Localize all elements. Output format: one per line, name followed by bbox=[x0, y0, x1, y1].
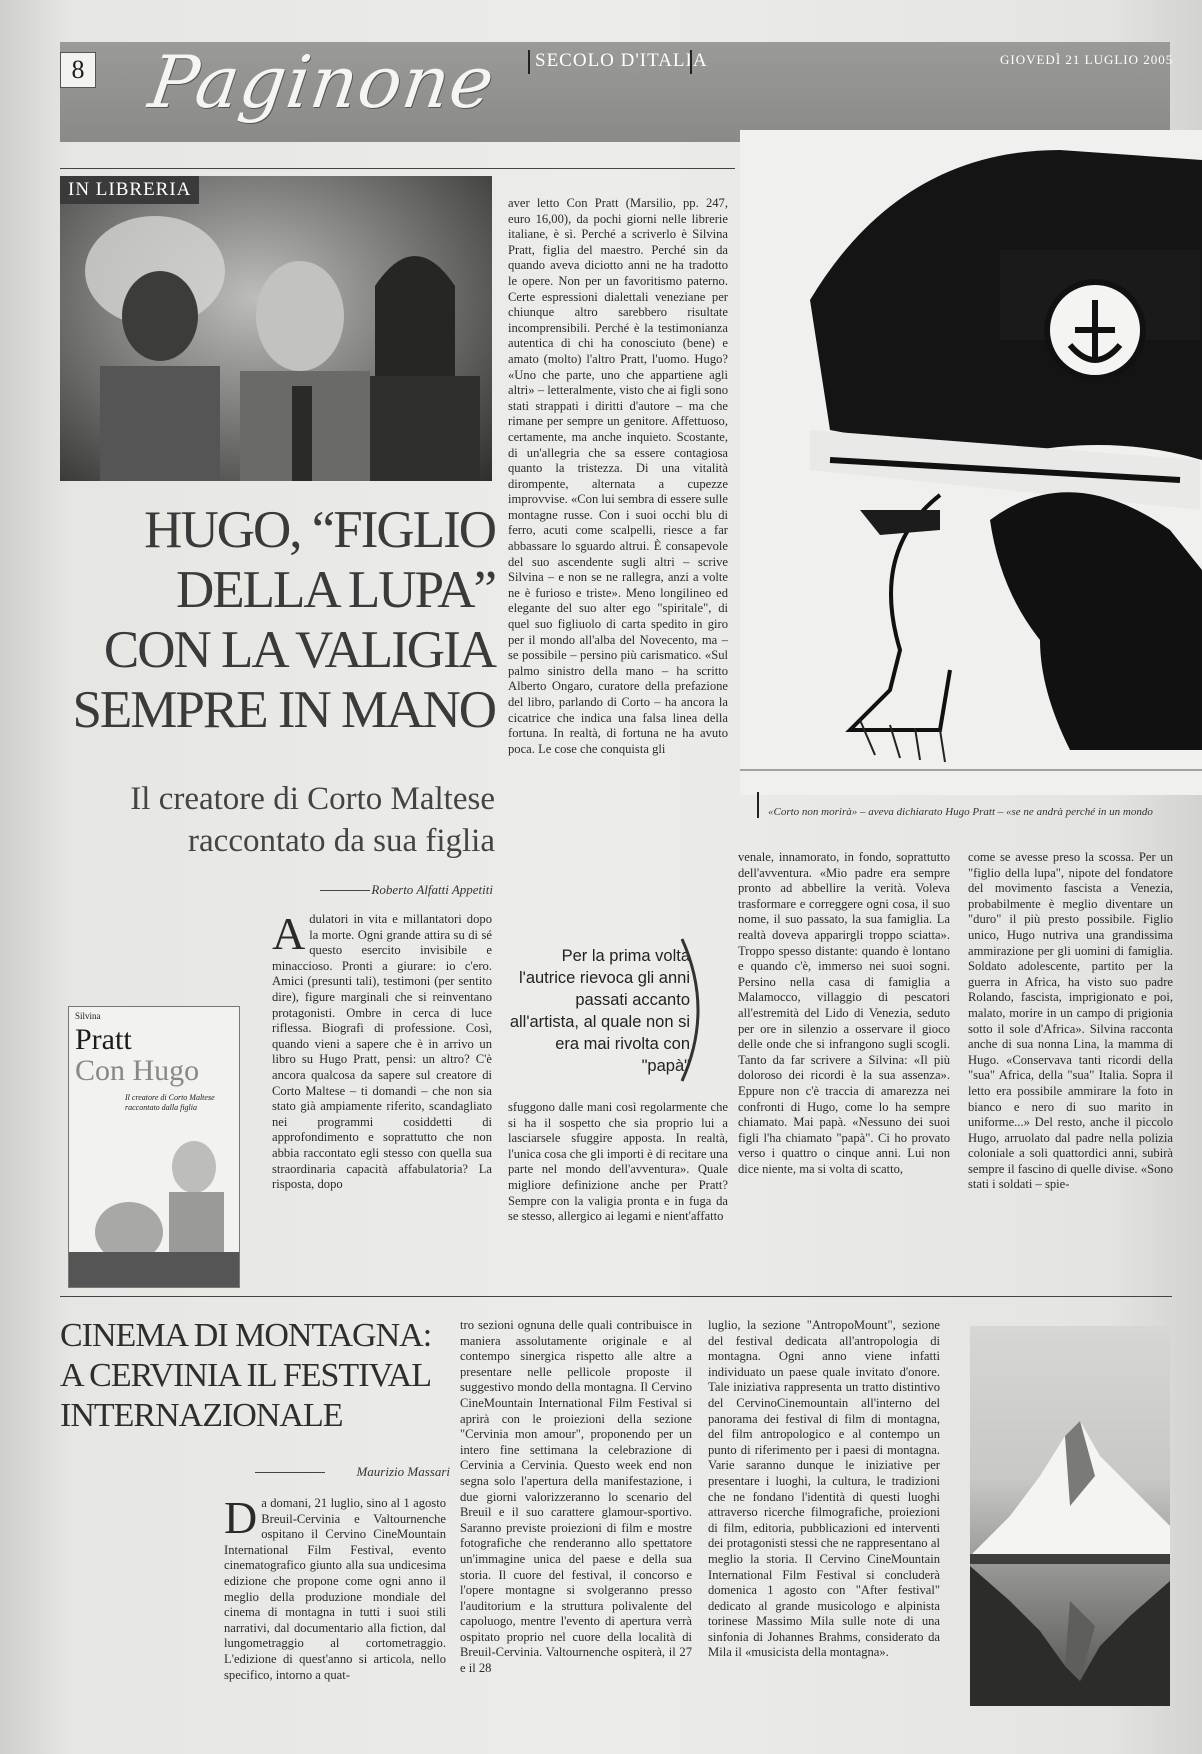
subheadline bbox=[55, 778, 495, 862]
headline-line: CON LA VALIGIA bbox=[103, 621, 495, 679]
festival-headline-line: INTERNAZIONALE bbox=[60, 1397, 343, 1434]
festival-column-3: luglio, la sezione "AntropoMount", sezione del festival dedicata all'antropologia di montagna. Ogni anno viene infatti individuato un paese quale invitato d'onore. Tale iniziativa rappresenta un tratto distintivo del CervinoCinemountain all'interno del panorama dei festival di film di montagna, del film antropologico e al contempo un punto di riferimento per i paesi di montagna. Varie saranno dunque le iniziative per presentare i luoghi, la cultura, le tradizioni che ne fondano l'identità di questi luoghi attraverso ricerche filmografiche, proiezioni di film, editoria, pubblicazioni ed interventi dei protagonisti stessi che ne rappresentano al meglio la storia. Il Cervino CineMountain International Film Festival si concluderà domenica 1 agosto con "After festival" dedicato al grande musicologo e alpinista torinese Massimo Mila sulle note di una sinfonia di Johannes Brahms, considerato da Mila il «musicista della montagna». bbox=[708, 1318, 940, 1660]
festival-drop-cap: D bbox=[224, 1496, 258, 1543]
column-text: dulatori in vita e millantatori dopo la morte. Ogni grande attira su di sé questo esercito invisibile e minaccioso. Pronti a giurare: io c'ero. Amici (presunti tali), testimoni (per sentito dire), figure marginali che si reinventano protagonisti. Ombre in cerca di luce riflessa. Biografi di professione. Così, quando vieni a sapere che è in arrivo un libro su Hugo Pratt, pensi: un altro? C'è ancora qualcosa da sapere sul creatore di Corto Maltese – ti domandi – che non sia stato già ampiamente riferito, scandagliato nei programmi cosiddetti di approfondimento e soprattutto che non abbia raccontato egli stesso con quella sua straordinaria capacità affabulatoria? La risposta, dopo bbox=[272, 912, 492, 1192]
headline-line: DELLA LUPA” bbox=[175, 561, 495, 619]
pull-quote: Per la prima volta l'autrice rievoca gli anni passati accanto all'artista, al quale non si era mai rivolta con "papà" bbox=[509, 947, 690, 1075]
kicker-label: IN LIBRERIA bbox=[60, 176, 199, 204]
matterhorn-photo bbox=[970, 1326, 1170, 1706]
section-title: Paginone bbox=[144, 40, 500, 124]
book-cover-title: Con Hugo bbox=[75, 1054, 200, 1087]
article-column-4: come se avesse preso la scossa. Per un "figlio della lupa", nipote del fondatore del movimento fascista a Venezia, probabilmente è meglio diventare un "duro" il più presto possibile. Figlio unico, Hugo nutriva una grandissima ammirazione per gli uomini di famiglia. Soldato adolescente, partito per la guerra in Africa, ha visto suo padre Rolando, fascista, imprigionato e poi, malato, morire in un campo di prigionia sotto il sole d'Africa». Silvina racconta anche di sua nonna Lina, la mamma di Hugo. «Conservava tanti ricordi della "sua" Africa, della "sua" Italia. Sopra il letto era possibile ammirare la foto in bianco e nero di suo marito in uniforme...» Del resto, anche il piccolo Hugo, arruolato dal padre nella polizia coloniale a soli quattordici anni, subirà sempre il fascino di quelle divise. «Sono stati i soldati – spie- bbox=[968, 850, 1173, 1192]
page-number: 8 bbox=[60, 52, 96, 88]
article-column-2: aver letto Con Pratt (Marsilio, pp. 247, euro 16,00), da pochi giorni nelle librerie italiane, è sì. Perché a scriverlo è Silvina Pratt, figlia del maestro. Perché sin da quando aveva diciotto anni ne ha tradotto le opere. Non per un favoritismo paterno. Certe espressioni dialettali veneziane per chiunque altro sarebbero risultate incomprensibili. Perché è la testimonianza autentica di chi ha conosciuto (bene) e amato (molto) l'altro Pratt, l'uomo. Hugo? «Uno che parte, uno che appartiene agli altri» – letteralmente, visto che ai figli sono stati strappati i diritti d'autore – ma che rimane per sempre un genitore. Affettuoso, certamente, ma anche inquieto. Scostante, di un'allegria che sa essere contagiosa quanto la tristezza. Di una vitalità dirompente, alternata a cupezze improvvise. «Con lui sembra di essere sulle montagne russe. Con i suoi occhi blu di ferro, acuti come scalpelli, riesce a far abbassare lo sguardo altrui. È consapevole del suo ascendente sugli altri – scrive Silvina – e non se ne rallegra, anzi a volte ne è furioso e triste». Meno longilineo ed elegante del suo alter ego "spiritale", di quel suo figliuolo di carta spedito in giro per il mondo all'alba del Novecento, ma – se possibile – persino più carismatico. «Sul palmo sinistro della mano – ha scritto Alberto Ongaro, curatore della prefazione del libro, parlando di Corto – ha ancora la cicatrice che indica una falsa linea della fortuna. In realtà, di fortuna ne ha avuto poca. Le cose che conquista gli bbox=[508, 196, 728, 756]
book-cover-author-small: Silvina bbox=[75, 1011, 101, 1021]
article-column-2-bottom: sfuggono dalle mani così regolarmente che si ha il sospetto che sia proprio lui a lasciarsele sfuggire apposta. In realtà, l'unica cosa che gli importi è di recitare una parte nel mondo dell'avventura». Quale migliore definizione anche per Pratt? Sempre con la valigia pronta e in fuga da se stesso, allergico ai legami e nient'affatto bbox=[508, 1100, 728, 1224]
mountain-drawing bbox=[970, 1326, 1170, 1706]
subhead-line: Il creatore di Corto Maltese bbox=[130, 781, 495, 817]
newspaper-name: SECOLO D'ITALIA bbox=[535, 50, 708, 71]
main-byline: Roberto Alfatti Appetiti bbox=[371, 882, 493, 897]
book-cover-photo bbox=[69, 1137, 239, 1287]
festival-column-1 bbox=[224, 1496, 446, 1716]
festival-column-text: a domani, 21 luglio, sino al 1 agosto Breuil-Cervinia e Valtournenche ospitano il Cervino CineMountain International Film Festival, evento cinematografico giunto alla sua undicesima edizione che propone come ogni anno il meglio della produzione mondiale del cinema di montagna in tutti i suoi stili narrativi, dal documentario alla fiction, dal lungometraggio al cortometraggio. L'edizione di quest'anno si articola, nello specifico, intorno a quat- bbox=[224, 1496, 446, 1682]
top-rule bbox=[60, 168, 735, 169]
article-column-3: venale, innamorato, in fondo, soprattutto dell'avventura. «Mio padre era sempre pronto ad abbellire la verità. Voleva trasformare e correggere ogni cosa, il suo nome, il suo passato, la sua famiglia. La realtà doveva apparirgli troppo sciatta». Troppo spesso distante: quando è lontano e quando c'è, immerso nei suoi sogni. Persino nella casa di famiglia a Malamocco, villaggio di pescatori all'estremità del Lido di Venezia, seduto per ore in silenzio a osservare il gioco delle onde che si infrangono sugli scogli. Tanto da far scrivere a Silvina: «Il più doloroso dei ricordi è la sua assenza». Eppure non c'è traccia di amarezza nei confronti di Hugo, come lo ha sempre chiamato. Mai papà. «Nessuno dei suoi figli l'ha chiamato "papà". Ci ho provato verso i quattro o cinque anni. Lui non dice niente, ma si volta di scatto, bbox=[738, 850, 950, 1176]
corto-maltese-illustration bbox=[740, 130, 1202, 795]
festival-headline-line: A CERVINIA IL FESTIVAL bbox=[60, 1357, 432, 1394]
main-headline bbox=[55, 500, 495, 740]
caption-marker bbox=[757, 792, 759, 818]
drop-cap: A bbox=[272, 912, 306, 959]
photo-figures bbox=[60, 176, 492, 481]
issue-date: GIOVEDÌ 21 LUGLIO 2005 bbox=[1000, 52, 1174, 67]
author-photo bbox=[60, 176, 492, 481]
book-cover-author: Pratt bbox=[75, 1023, 132, 1056]
book-cover-tagline: Il creatore di Corto Maltese raccontato dalla figlia bbox=[125, 1093, 215, 1112]
subhead-line: raccontato da sua figlia bbox=[188, 823, 495, 859]
book-cover-image bbox=[68, 1006, 240, 1288]
festival-column-2: tro sezioni ognuna delle quali contribuisce in maniera assolutamente originale e al contempo sinergica rispetto alle altre a presentare nelle pellicole proposte il suggestivo mondo della montagna. Il Cervino CineMountain International Film Festival si aprirà con le proiezioni della sezione "Cervinia mon amour", proponendo per un intero fine settimana la celebrazione di Cervinia a Cervinia. Questo week end non segna solo l'apertura della manifestazione, i due giorni valorizzeranno lo scenario del Breuil e il suo carattere glamour-sportivo. Saranno previste proiezioni di film e mostre fotografiche che renderanno allo spettatore un'immagine unica del paese e della sua storia. Il cuore del festival, il concorso e l'opere montagne si svolgeranno presso l'auditorium e la struttura polivalente del capoluogo, mentre l'evento di apertura verrà ospitato proprio nel cuore della località di Breuil-Cervinia. Valtournenche ospiterà, il 27 e il 28 bbox=[460, 1318, 692, 1676]
article-column-1 bbox=[272, 912, 492, 1277]
section-separator bbox=[60, 1296, 1172, 1297]
headline-line: HUGO, “FIGLIO bbox=[144, 501, 495, 559]
festival-headline-line: CINEMA DI MONTAGNA: bbox=[60, 1317, 432, 1354]
festival-byline: Maurizio Massari bbox=[356, 1464, 450, 1479]
pull-quote-bracket bbox=[676, 935, 716, 1085]
illustration-caption: «Corto non morirà» – aveva dichiarato Hugo Pratt – «se ne andrà perché in un mondo bbox=[768, 806, 1153, 818]
festival-headline bbox=[60, 1316, 460, 1436]
festival-byline-rule bbox=[255, 1472, 325, 1473]
illustration-drawing bbox=[740, 130, 1202, 795]
header-divider bbox=[690, 50, 692, 74]
headline-line: SEMPRE IN MANO bbox=[72, 681, 495, 739]
header-divider bbox=[528, 50, 530, 74]
